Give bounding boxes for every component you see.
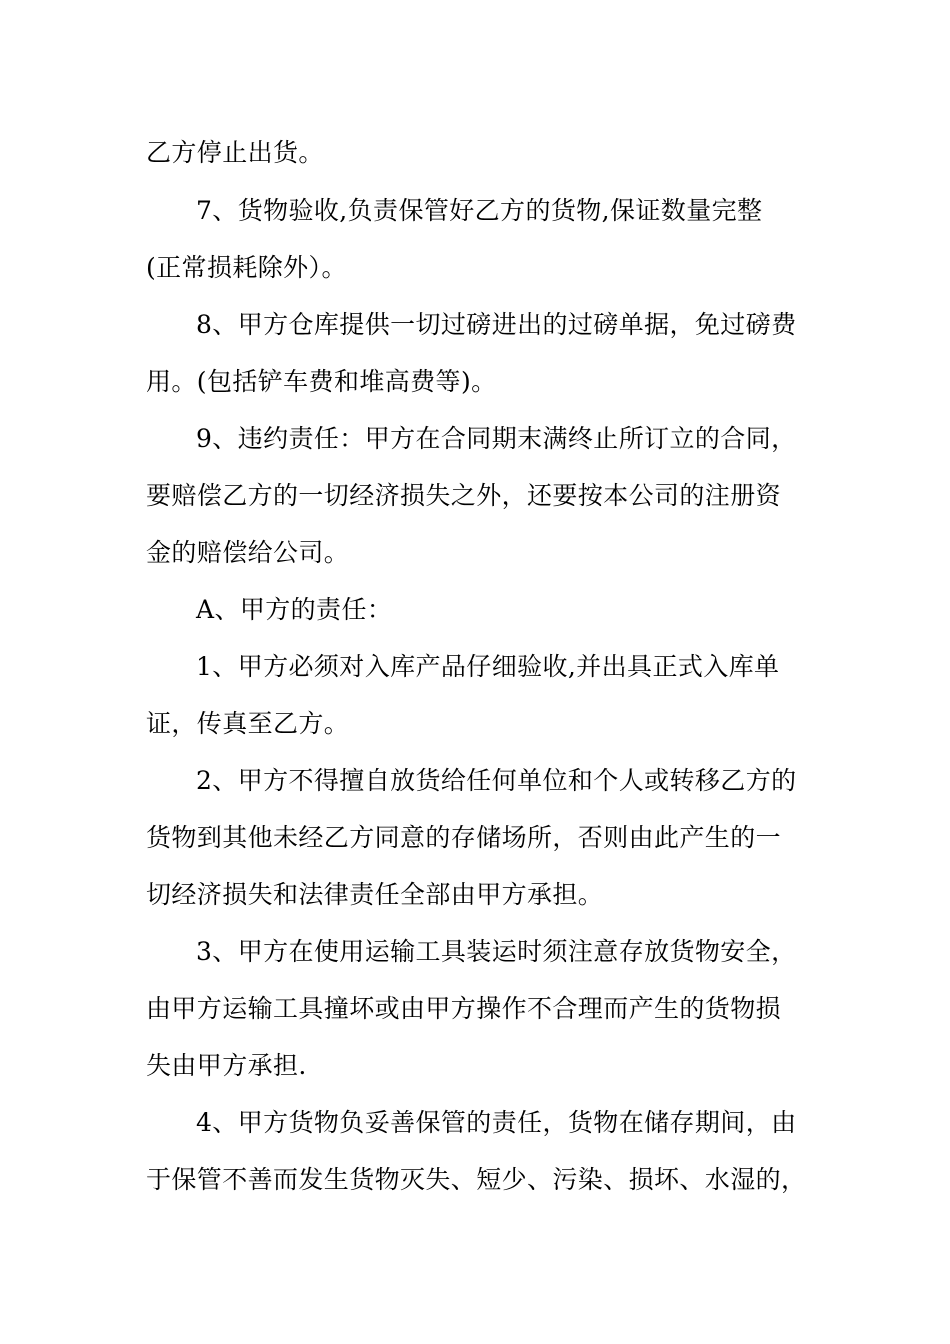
text-line: 于保管不善而发生货物灭失、短少、污染、损坏、水湿的， (146, 1165, 807, 1194)
text-line: 3、甲方在使用运输工具装运时须注意存放货物安全， (196, 937, 797, 966)
text-line: 2、甲方不得擅自放货给任何单位和个人或转移乙方的 (196, 766, 797, 795)
section-heading: A、甲方的责任： (196, 595, 393, 624)
text-line: 用。(包括铲车费和堆高费等)。 (146, 367, 497, 396)
text-line: 7、货物验收,负责保管好乙方的货物,保证数量完整 (196, 196, 763, 225)
text-line: 切经济损失和法律责任全部由甲方承担。 (146, 880, 604, 909)
text-line: (正常损耗除外）。 (146, 253, 347, 282)
text-line: 4、甲方货物负妥善保管的责任，货物在储存期间，由 (196, 1108, 797, 1137)
text-line: 金的赔偿给公司。 (146, 538, 350, 567)
text-line: 由甲方运输工具撞坏或由甲方操作不合理而产生的货物损 (146, 994, 782, 1023)
text-line: 证，传真至乙方。 (146, 709, 350, 738)
text-line: 8、甲方仓库提供一切过磅进出的过磅单据，免过磅费 (196, 310, 797, 339)
text-line: 9、违约责任：甲方在合同期末满终止所订立的合同， (196, 424, 797, 453)
text-line: 乙方停止出货。 (146, 138, 324, 167)
text-line: 1、甲方必须对入库产品仔细验收,并出具正式入库单 (196, 652, 780, 681)
text-line: 要赔偿乙方的一切经济损失之外，还要按本公司的注册资 (146, 481, 782, 510)
text-line: 失由甲方承担. (146, 1051, 307, 1080)
text-line: 货物到其他未经乙方同意的存储场所，否则由此产生的一 (146, 823, 782, 852)
